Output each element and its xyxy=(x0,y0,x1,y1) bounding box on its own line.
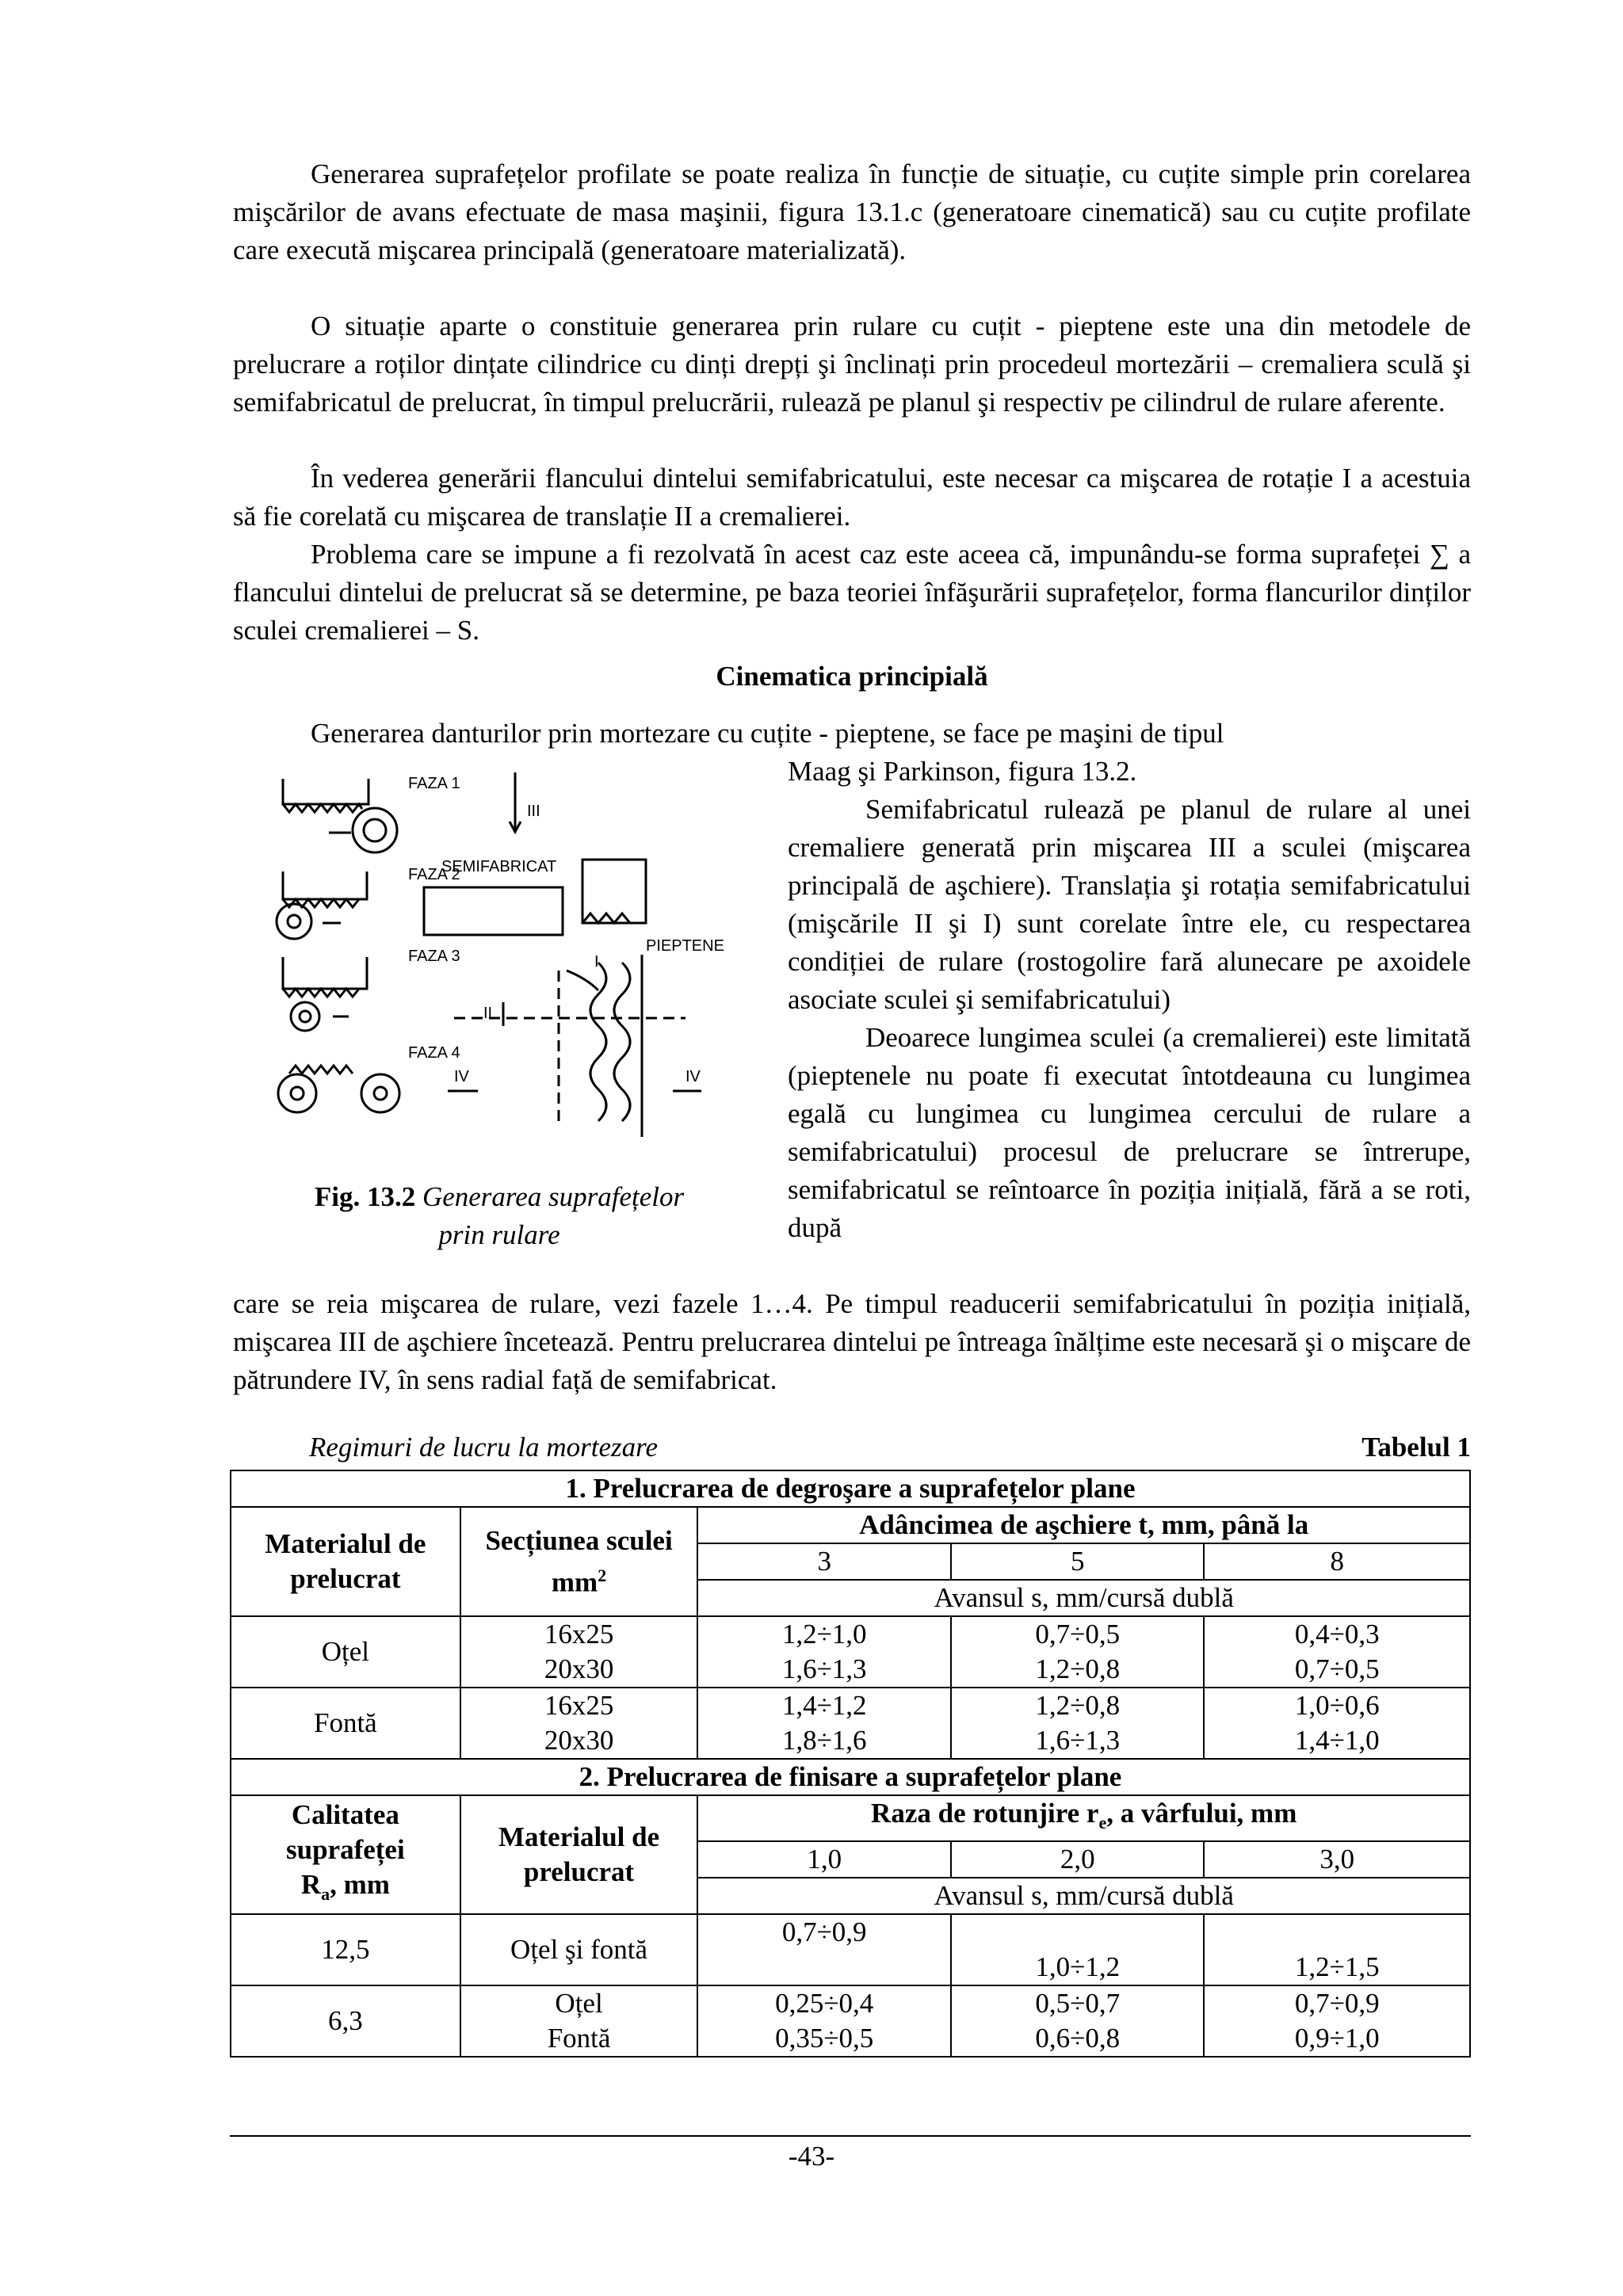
cell-value: 1,2÷0,8 1,6÷1,3 xyxy=(951,1688,1205,1759)
cell-value: 0,7÷0,9 0,9÷1,0 xyxy=(1204,1985,1470,2057)
paragraph-3: În vederea generării flancului dintelui semifabricatului, este necesar ca mişcarea de rotație I a acestuia să fie corelată cu mişcarea de translație II a cremalierei. xyxy=(233,463,1471,532)
label-IV-left: IV xyxy=(454,1068,469,1085)
table-row-12-5 xyxy=(231,1914,1470,1985)
header-avans-2: Avansul s, mm/cursă dublă xyxy=(697,1878,1470,1914)
label-II: II xyxy=(483,1005,493,1022)
radius-1: 1,0 xyxy=(697,1841,951,1878)
workpiece-block xyxy=(424,887,563,935)
cell-material: Oțel şi fontă xyxy=(460,1914,698,1985)
cell-value: 0,4÷0,3 0,7÷0,5 xyxy=(1204,1616,1470,1688)
header-material: Materialul de prelucrat xyxy=(231,1507,460,1616)
cutter-block xyxy=(582,860,646,923)
table-row-6-3 xyxy=(231,1985,1470,2057)
arrow-I xyxy=(567,971,598,990)
header-adancime: Adâncimea de aşchiere t, mm, până la xyxy=(697,1507,1470,1543)
cell-value: 1,2÷1,0 1,6÷1,3 xyxy=(697,1616,951,1688)
wrapped-text xyxy=(788,753,1471,1247)
gear-phase-4-left-icon xyxy=(278,1074,316,1112)
label-faza-4: FAZA 4 xyxy=(408,1044,460,1062)
cell-value: 1,0÷1,2 xyxy=(951,1914,1205,1985)
paragraph-6: Semifabricatul rulează pe planul de rulare al unei cremaliere generată prin mişcarea III a sculei (mişcarea principală de aşchiere). Translația şi rotația semifabricatului (mişcările II şi I) sunt corelate între ele, cu respectarea condiției de rulare (rostogolire fară alunecare pe axoidele asociate sculei şi semifabricatului) xyxy=(788,794,1471,1015)
cell-value: 0,25÷0,4 0,35÷0,5 xyxy=(697,1985,951,2057)
label-faza-2: FAZA 2 xyxy=(408,866,460,883)
cell-value: 0,5÷0,7 0,6÷0,8 xyxy=(951,1985,1205,2057)
paragraph-4: Problema care se impune a fi rezolvată în acest caz este aceea că, impunându-se forma suprafeței ∑ a flancului dintelui de prelucrat să se determine, pe baza teoriei înfăşurării suprafețelor, forma flancurilor dinților sculei cremalierei – S. xyxy=(233,539,1471,646)
table-title-row xyxy=(309,1432,1471,1470)
rack-phase-2 xyxy=(283,871,367,907)
section-1-header: 1. Prelucrarea de degroşare a suprafețelor plane xyxy=(231,1470,1470,1507)
cell-calitate: 6,3 xyxy=(231,1985,460,2057)
cell-value: 0,7÷0,9 xyxy=(697,1914,951,1985)
label-faza-1: FAZA 1 xyxy=(408,775,460,792)
depth-8: 8 xyxy=(1204,1543,1470,1580)
table-title: Regimuri de lucru la mortezare xyxy=(309,1432,659,1463)
header-calitate: Calitatea suprafeței $R_a$, mm xyxy=(231,1795,460,1914)
rack-phase-4 xyxy=(289,1066,353,1074)
figure-caption-title-1: Generarea suprafețelor xyxy=(422,1181,685,1212)
cell-value: 0,7÷0,5 1,2÷0,8 xyxy=(951,1616,1205,1688)
depth-5: 5 xyxy=(951,1543,1205,1580)
label-faza-3: FAZA 3 xyxy=(408,948,460,965)
rack-phase-3 xyxy=(283,957,367,997)
header-sectiune: Secțiunea sculei $mm^2$ xyxy=(460,1507,698,1616)
radius-3: 3,0 xyxy=(1204,1841,1470,1878)
figure-caption-title-2: prin rulare xyxy=(438,1219,560,1250)
gear-phase-3-icon xyxy=(291,1002,319,1031)
figure-gear-shaping xyxy=(273,765,757,1153)
label-semifabricat: SEMIFABRICAT xyxy=(441,858,557,875)
cell-material: Oțel Fontă xyxy=(460,1985,698,2057)
gear-phase-4-right-icon xyxy=(361,1074,399,1112)
paragraph-5: Generarea danturilor prin mortezare cu cuțite - pieptene, se face pe maşini de tipul xyxy=(311,718,1224,749)
cell-value: 1,2÷1,5 xyxy=(1204,1914,1470,1985)
label-IV-right: IV xyxy=(685,1068,701,1085)
cell-material: Fontă xyxy=(231,1688,460,1759)
figure-caption-number: Fig. 13.2 xyxy=(314,1181,416,1212)
label-I: I xyxy=(594,953,599,971)
table-row-fonta xyxy=(231,1688,1470,1759)
gear-phase-1-icon xyxy=(353,808,397,852)
cell-calitate: 12,5 xyxy=(231,1914,460,1985)
figure-caption xyxy=(262,1178,737,1254)
paragraph-1: Generarea suprafețelor profilate se poate realiza în funcție de situație, cu cuțite simple prin corelarea mişcărilor de avans efectuate de masa maşinii, figura 13.1.c (generatoare cinematică) sau cu cuțite profilate care execută mişcarea principală (generatoare materializată). xyxy=(233,158,1471,265)
cutter-teeth xyxy=(582,913,630,923)
section-heading: Cinematica principială xyxy=(716,661,988,692)
paragraph-2: O situație aparte o constituie generarea prin rulare cu cuțit - pieptene este una din metodele de prelucrare a roților dințate cilindrice cu dinți drepți şi înclinați prin procedeul mortezării – cremaliera sculă şi semifabricatul de prelucrat, în timpul prelucrării, rulează pe planul şi respectiv pe cilindrul de rulare aferente. xyxy=(233,311,1471,418)
section-2-header: 2. Prelucrarea de finisare a suprafețelor plane xyxy=(231,1759,1470,1795)
table-number: Tabelul 1 xyxy=(1361,1432,1471,1463)
label-III: III xyxy=(527,803,540,820)
header-avans: Avansul s, mm/cursă dublă xyxy=(697,1580,1470,1616)
header-raza: Raza de rotunjire $r_e$, a vârfului, mm xyxy=(697,1795,1470,1841)
shaping-regimes-table xyxy=(230,1470,1471,2058)
cell-value: 1,0÷0,6 1,4÷1,0 xyxy=(1204,1688,1470,1759)
table-row-otel xyxy=(231,1616,1470,1688)
radius-2: 2,0 xyxy=(951,1841,1205,1878)
paragraph-8: care se reia mişcarea de rulare, vezi fazele 1…4. Pe timpul readucerii semifabricatului în poziția inițială, mişcarea III de aşchiere încetează. Pentru prelucrarea dintelui pe întreaga înălțime este necesară şi o mişcare de pătrundere IV, în sens radial față de semifabricat. xyxy=(233,1288,1471,1395)
footer-rule xyxy=(230,2135,1471,2137)
cell-sectiune: 16x25 20x30 xyxy=(460,1688,698,1759)
cell-value: 1,4÷1,2 1,8÷1,6 xyxy=(697,1688,951,1759)
depth-3: 3 xyxy=(697,1543,951,1580)
paragraph-7: Deoarece lungimea sculei (a cremalierei) este limitată (pieptenele nu poate fi executat întotdeauna cu lungimea egală cu lungimea cu lungimea cercului de rulare a semifabricatului) procesul de prelucrare se întrerupe, semifabricatul se reîntoarce în poziția inițială, fără a se roti, după xyxy=(788,1022,1471,1243)
cell-material: Oțel xyxy=(231,1616,460,1688)
paragraph-5-continued: Maag şi Parkinson, figura 13.2. xyxy=(788,756,1137,787)
gear-phase-2-icon xyxy=(277,904,311,939)
label-pieptene: PIEPTENE xyxy=(646,937,724,955)
cell-sectiune: 16x25 20x30 xyxy=(460,1616,698,1688)
rack-phase-1 xyxy=(283,779,369,812)
header-material-2: Materialul de prelucrat xyxy=(460,1795,698,1914)
page-number: -43- xyxy=(788,2141,835,2172)
